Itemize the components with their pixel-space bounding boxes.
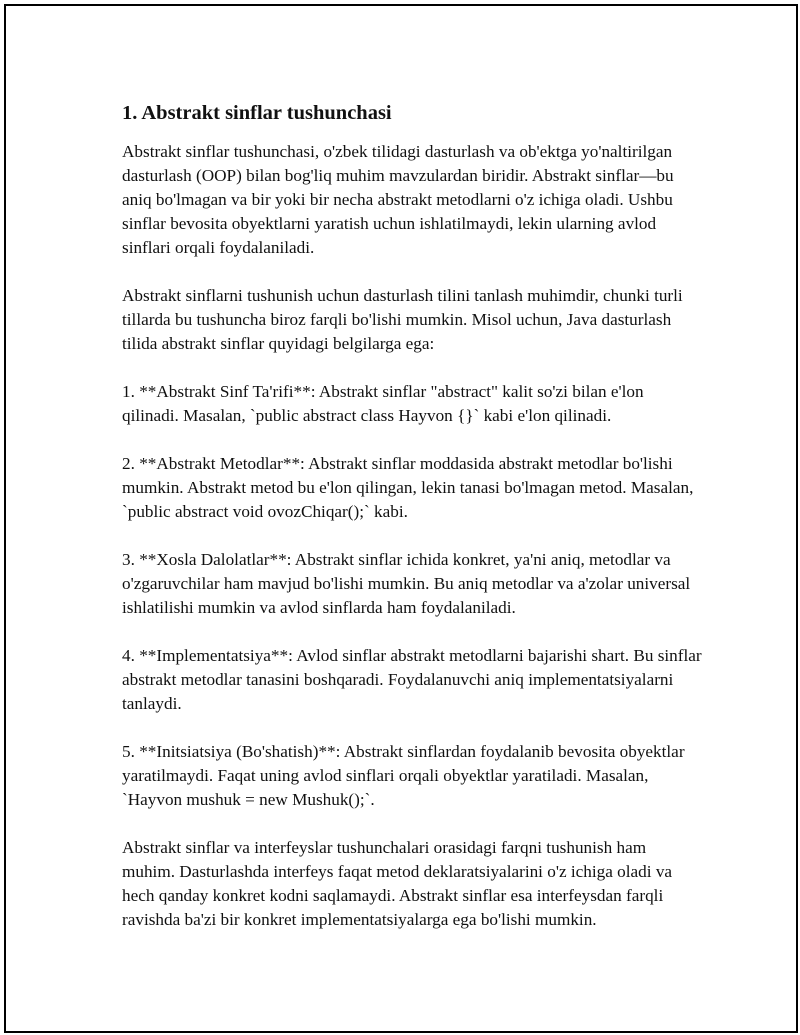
- list-item-instantiation: 5. **Initsiatsiya (Bo'shatish)**: Abstrakt sinflardan foydalanib bevosita obyektlar yaratilmaydi. Faqat uning avlod sinflari orqali obyektlar yaratiladi. Masalan, `Hayvon mushuk = new Mushuk();`.: [122, 742, 685, 809]
- list-item-implementation: 4. **Implementatsiya**: Avlod sinflar abstrakt metodlarni bajarishi shart. Bu sinflar abstrakt metodlar tanasini boshqaradi. Foydalanuvchi aniq implementatsiyalarni tanlaydi.: [122, 646, 702, 713]
- section-heading: 1. Abstrakt sinflar tushunchasi: [122, 102, 392, 124]
- list-item-definition: 1. **Abstrakt Sinf Ta'rifi**: Abstrakt sinflar "abstract" kalit so'zi bilan e'lon qilinadi. Masalan, `public abstract class Hayvon {}` kabi e'lon qilinadi.: [122, 382, 644, 425]
- paragraph-language-choice: Abstrakt sinflarni tushunish uchun dasturlash tilini tanlash muhimdir, chunki turli tillarda bu tushuncha biroz farqli bo'lishi mumkin. Misol uchun, Java dasturlash tilida abstrakt sinflar quyidagi belgilarga ega:: [122, 286, 683, 353]
- document-content: [122, 99, 702, 932]
- list-item-concrete-members: 3. **Xosla Dalolatlar**: Abstrakt sinflar ichida konkret, ya'ni aniq, metodlar va o'zgaruvchilar ham mavjud bo'lishi mumkin. Bu aniq metodlar va a'zolar universal ishlatilishi mumkin va avlod sinflarda ham foydalaniladi.: [122, 550, 691, 617]
- page-frame: [4, 4, 798, 1033]
- list-item-abstract-methods: 2. **Abstrakt Metodlar**: Abstrakt sinflar moddasida abstrakt metodlar bo'lishi mumkin. Abstrakt metod bu e'lon qilingan, lekin tanasi bo'lmagan metod. Masalan, `public abstract void ovozChiqar();` kabi.: [122, 454, 694, 521]
- paragraph-intro: Abstrakt sinflar tushunchasi, o'zbek tilidagi dasturlash va ob'ektga yo'naltirilgan dasturlash (OOP) bilan bog'liq muhim mavzulardan biridir. Abstrakt sinflar—bu aniq bo'lmagan va bir yoki bir necha abstrakt metodlarni o'z ichiga oladi. Ushbu sinflar bevosita obyektlarni yaratish uchun ishlatilmaydi, lekin ularning avlod sinflari orqali foydalaniladi.: [122, 142, 674, 257]
- paragraph-interfaces: Abstrakt sinflar va interfeyslar tushunchalari orasidagi farqni tushunish ham muhim. Dasturlashda interfeys faqat metod deklaratsiyalarini o'z ichiga oladi va hech qanday konkret kodni saqlamaydi. Abstrakt sinflar esa interfeysdan farqli ravishda ba'zi bir konkret implementatsiyalarga ega bo'lishi mumkin.: [122, 838, 673, 929]
